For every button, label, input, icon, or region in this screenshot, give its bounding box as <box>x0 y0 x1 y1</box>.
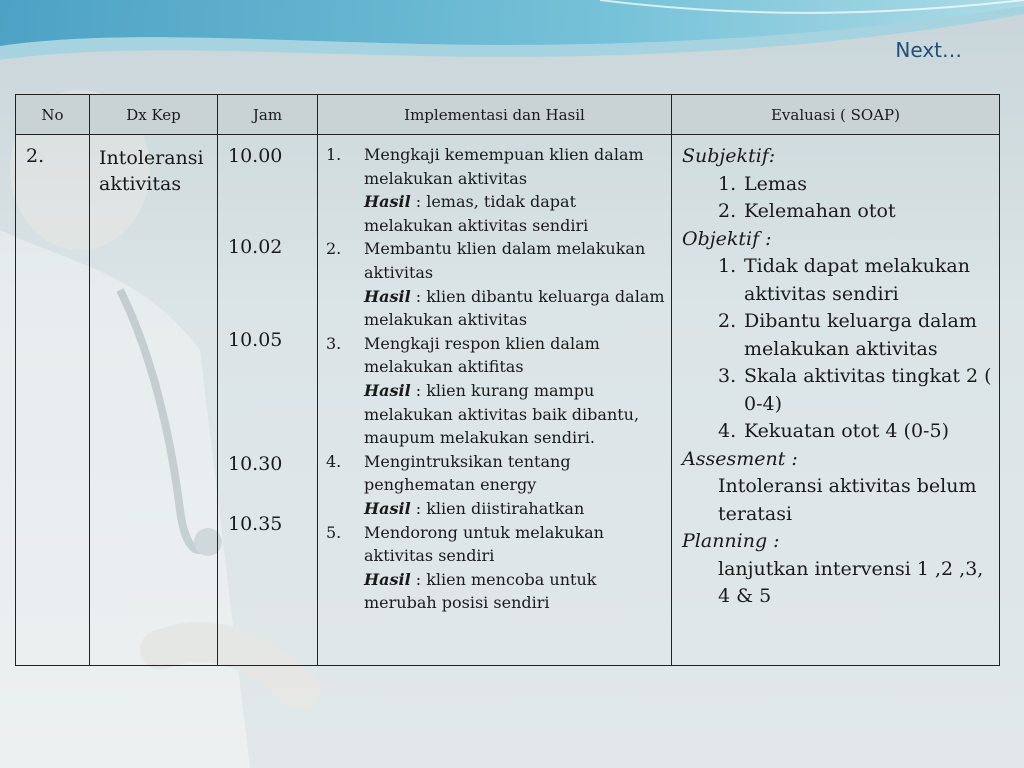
soap-table <box>15 94 1000 666</box>
list-text: Tidak dapat melakukan aktivitas sendiri <box>744 255 970 305</box>
list-text: Dibantu keluarga dalam melakukan aktivitas <box>744 310 977 360</box>
jam-time: 10.35 <box>228 513 283 535</box>
header-implementasi: Implementasi dan Hasil <box>318 95 672 135</box>
cell-dx-kep: Intoleransi aktivitas <box>90 135 218 666</box>
jam-time: 10.02 <box>228 236 283 258</box>
implementasi-action: Mendorong untuk melakukan aktivitas sendiri <box>364 522 604 566</box>
next-label: Next… <box>895 38 962 62</box>
list-number: 1. <box>718 172 737 195</box>
list-item <box>682 418 995 446</box>
list-item <box>682 363 995 418</box>
header-wave-decoration <box>0 0 1024 100</box>
hasil-text: : klien diistirahatkan <box>410 498 585 518</box>
list-number: 3. <box>718 365 737 387</box>
hasil-text: : klien mencoba untuk merubah posisi sendiri <box>364 569 597 613</box>
implementasi-list <box>326 143 667 615</box>
cell-no: 2. <box>16 135 90 666</box>
table-header-row <box>16 95 1000 135</box>
objektif-label: Objektif : <box>682 227 772 250</box>
assesment-text: Intoleransi aktivitas belum teratasi <box>718 475 977 525</box>
cell-jam <box>218 135 318 666</box>
implementasi-number: 4. <box>326 451 342 471</box>
jam-time: 10.00 <box>228 145 283 167</box>
hasil-label: Hasil <box>364 192 411 212</box>
implementasi-item <box>326 521 667 615</box>
implementasi-item <box>326 332 667 450</box>
cell-implementasi <box>318 135 672 666</box>
jam-time: 10.05 <box>228 329 283 351</box>
implementasi-number: 5. <box>326 522 342 542</box>
header-dx-kep: Dx Kep <box>90 95 218 135</box>
subjektif-label: Subjektif: <box>682 145 776 167</box>
list-text: Kelemahan otot <box>744 200 896 222</box>
implementasi-action: Membantu klien dalam melakukan aktivitas <box>364 239 646 282</box>
planning-text: lanjutkan intervensi 1 ,2 ,3, 4 & 5 <box>718 557 984 607</box>
implementasi-action: Mengkaji respon klien dalam melakukan aktifitas <box>364 333 600 377</box>
hasil-text: : klien kurang mampu melakukan aktivitas baik dibantu, maupum melakukan sendiri. <box>364 380 640 448</box>
implementasi-hasil <box>364 190 667 237</box>
header-jam: Jam <box>218 95 318 135</box>
hasil-label: Hasil <box>364 286 411 306</box>
list-text: Skala aktivitas tingkat 2 ( 0-4) <box>744 365 992 415</box>
implementasi-item <box>326 450 667 521</box>
planning-label: Planning : <box>682 530 780 552</box>
list-number: 2. <box>718 200 737 222</box>
list-item <box>682 171 995 199</box>
cell-evaluasi <box>672 135 1000 666</box>
implementasi-action: Mengintruksikan tentang penghematan energy <box>364 451 571 495</box>
list-text: Lemas <box>744 172 807 195</box>
list-item <box>682 308 995 363</box>
implementasi-hasil <box>364 568 667 615</box>
objektif-list <box>682 253 995 446</box>
implementasi-item <box>326 143 667 237</box>
implementasi-action: Mengkaji kemempuan klien dalam melakukan aktivitas <box>364 145 644 188</box>
list-number: 1. <box>718 255 737 277</box>
implementasi-number: 2. <box>326 239 342 259</box>
assesment-label: Assesment : <box>682 447 798 470</box>
implementasi-hasil <box>364 497 667 521</box>
hasil-text: : lemas, tidak dapat melakukan aktivitas sendiri <box>364 192 589 235</box>
hasil-text: : klien dibantu keluarga dalam melakukan aktivitas <box>364 286 665 330</box>
implementasi-hasil <box>364 285 667 332</box>
list-number: 4. <box>718 420 737 442</box>
implementasi-number: 1. <box>326 145 342 164</box>
header-no: No <box>16 95 90 135</box>
header-evaluasi: Evaluasi ( SOAP) <box>672 95 1000 135</box>
implementasi-number: 3. <box>326 333 342 353</box>
hasil-label: Hasil <box>364 380 411 400</box>
subjektif-list <box>682 171 995 226</box>
implementasi-hasil <box>364 379 667 450</box>
jam-time: 10.30 <box>228 453 283 475</box>
table-row <box>16 135 1000 666</box>
list-number: 2. <box>718 310 737 332</box>
list-text: Kekuatan otot 4 (0-5) <box>744 420 949 442</box>
list-item <box>682 198 995 226</box>
hasil-label: Hasil <box>364 569 411 589</box>
hasil-label: Hasil <box>364 498 411 518</box>
implementasi-item <box>326 237 667 331</box>
list-item <box>682 253 995 308</box>
